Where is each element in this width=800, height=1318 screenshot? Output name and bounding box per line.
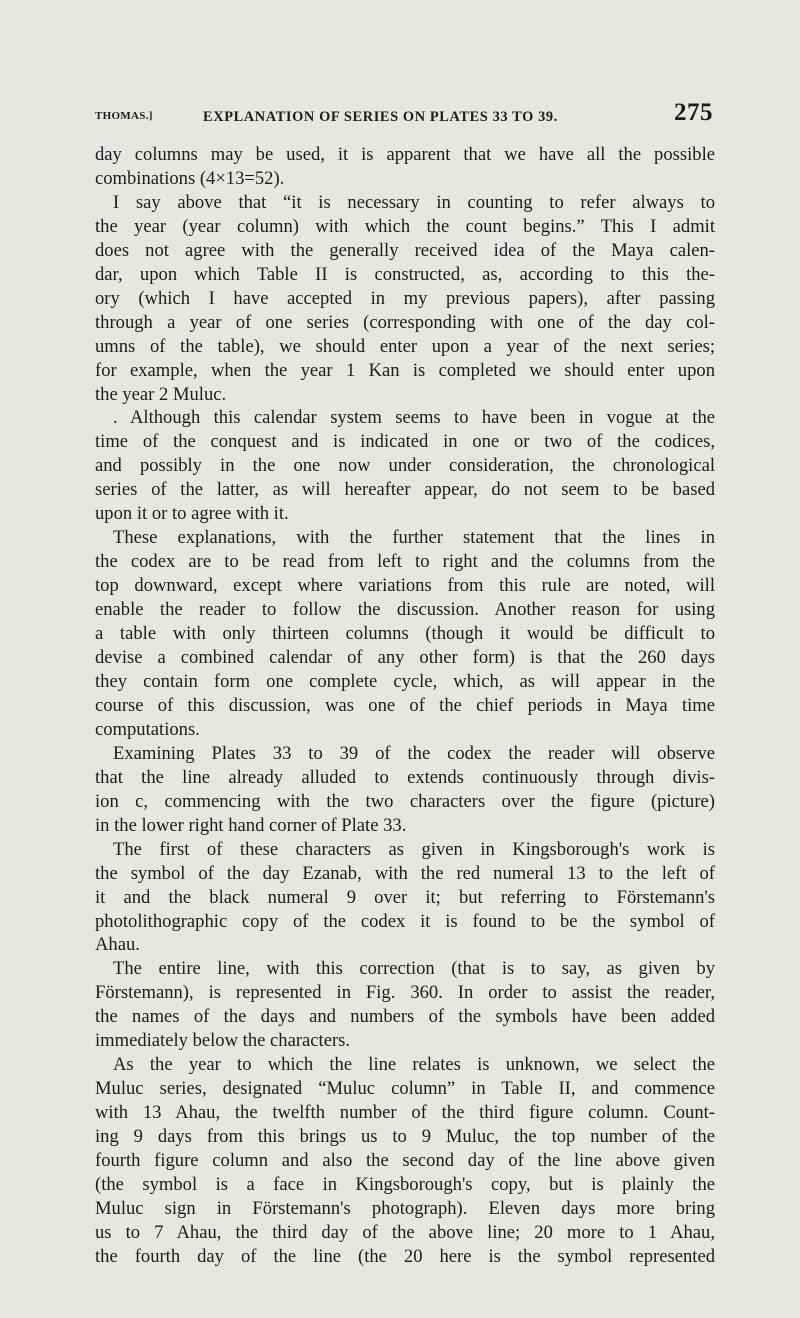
text-line: they contain form one complete cycle, which, as will appear in the bbox=[95, 670, 715, 692]
text-line: (the symbol is a face in Kingsborough's copy, but is plainly the bbox=[95, 1173, 715, 1195]
text-line: upon it or to agree with it. bbox=[95, 503, 289, 525]
text-line: the names of the days and numbers of the symbols have been added bbox=[95, 1006, 715, 1028]
text-line: The first of these characters as given in Kingsborough's work is bbox=[113, 838, 715, 860]
text-line: the year (year column) with which the count begins.” This I admit bbox=[95, 215, 715, 237]
page-number: 275 bbox=[674, 99, 713, 126]
text-line: the symbol of the day Ezanab, with the red numeral 13 to the left of bbox=[95, 862, 715, 884]
text-line: ing 9 days from this brings us to 9 Muluc, the top number of the bbox=[95, 1126, 715, 1148]
text-line: Ahau. bbox=[95, 934, 140, 956]
running-head bbox=[95, 99, 713, 129]
running-head-title: EXPLANATION OF SERIES ON PLATES 33 TO 39. bbox=[203, 109, 558, 125]
text-line: The entire line, with this correction (that is to say, as given by bbox=[113, 958, 715, 980]
text-line: ion c, commencing with the two characters over the figure (picture) bbox=[95, 790, 715, 812]
text-line: day columns may be used, it is apparent that we have all the possible bbox=[95, 144, 715, 165]
text-line: time of the conquest and is indicated in one or two of the codices, bbox=[95, 431, 715, 453]
text-line: combinations (4×13=52). bbox=[95, 167, 285, 189]
text-line: umns of the table), we should enter upon a year of the next series; bbox=[95, 335, 715, 357]
text-line: for example, when the year 1 Kan is completed we should enter upon bbox=[95, 359, 715, 381]
text-line: These explanations, with the further statement that the lines in bbox=[113, 527, 715, 549]
text-line: Förstemann), is represented in Fig. 360. In order to assist the reader, bbox=[95, 982, 715, 1004]
text-line: it and the black numeral 9 over it; but referring to Förstemann's bbox=[95, 886, 715, 908]
text-line: does not agree with the generally received idea of the Maya calen- bbox=[95, 239, 715, 261]
text-line: course of this discussion, was one of the chief periods in Maya time bbox=[95, 694, 715, 716]
text-line: through a year of one series (corresponding with one of the day col- bbox=[95, 311, 715, 333]
text-line: the year 2 Muluc. bbox=[95, 383, 227, 405]
text-line: that the line already alluded to extends continuously through divis- bbox=[95, 766, 715, 788]
text-line: devise a combined calendar of any other form) is that the 260 days bbox=[95, 647, 715, 669]
text-line: in the lower right hand corner of Plate 33. bbox=[95, 814, 407, 836]
text-line: photolithographic copy of the codex it is found to be the symbol of bbox=[95, 910, 715, 932]
text-line: us to 7 Ahau, the third day of the above line; 20 more to 1 Ahau, bbox=[95, 1221, 715, 1243]
text-line: Muluc series, designated “Muluc column” in Table II, and commence bbox=[95, 1078, 715, 1100]
text-line: series of the latter, as will hereafter appear, do not seem to be based bbox=[95, 479, 715, 501]
text-line: ory (which I have accepted in my previous papers), after passing bbox=[95, 287, 715, 309]
body-text bbox=[95, 143, 715, 1269]
text-line: top downward, except where variations from this rule are noted, will bbox=[95, 575, 715, 597]
text-line: enable the reader to follow the discussion. Another reason for using bbox=[95, 599, 715, 621]
text-line: a table with only thirteen columns (though it would be difficult to bbox=[95, 623, 715, 645]
text-line: . Although this calendar system seems to have been in vogue at the bbox=[113, 407, 715, 429]
text-line: Muluc sign in Förstemann's photograph). Eleven days more bring bbox=[95, 1197, 715, 1219]
text-line: immediately below the characters. bbox=[95, 1030, 351, 1052]
text-line: I say above that “it is necessary in counting to refer always to bbox=[113, 191, 715, 213]
running-head-author: THOMAS.] bbox=[95, 110, 153, 122]
text-line: Examining Plates 33 to 39 of the codex the reader will observe bbox=[113, 742, 715, 764]
text-line: computations. bbox=[95, 718, 200, 740]
text-line: and possibly in the one now under consideration, the chronological bbox=[95, 455, 715, 477]
text-line: dar, upon which Table II is constructed, as, according to this the- bbox=[95, 263, 715, 285]
text-line: the codex are to be read from left to right and the columns from the bbox=[95, 551, 715, 573]
text-line: As the year to which the line relates is unknown, we select the bbox=[113, 1054, 715, 1076]
text-line: the fourth day of the line (the 20 here is the symbol represented bbox=[95, 1245, 715, 1267]
text-line: fourth figure column and also the second day of the line above given bbox=[95, 1150, 715, 1172]
text-line: with 13 Ahau, the twelfth number of the third figure column. Count- bbox=[95, 1102, 715, 1124]
